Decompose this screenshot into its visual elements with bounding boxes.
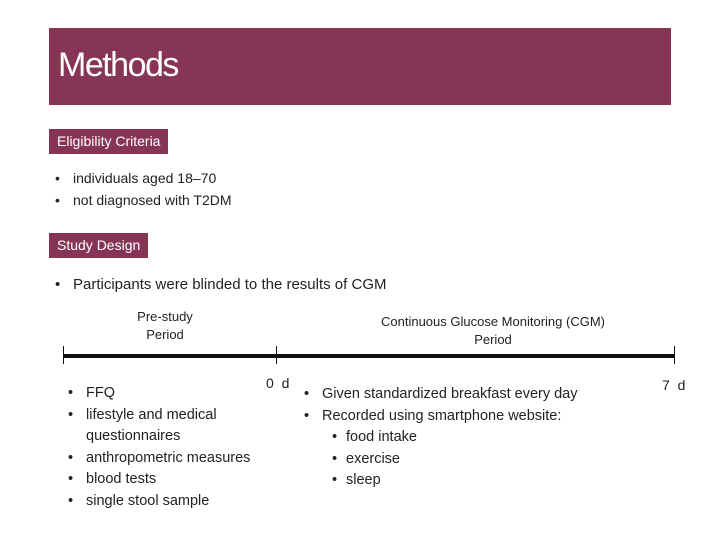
list-item: • single stool sample <box>62 491 297 513</box>
eligibility-list <box>49 168 232 211</box>
day-7-label: 7 d <box>662 377 688 393</box>
timeline-day7-tick <box>674 346 675 364</box>
list-item: • lifestyle and medical questionnaires <box>62 405 297 448</box>
design-list <box>49 274 386 296</box>
list-item: • Participants were blinded to the results of CGM <box>49 274 386 296</box>
list-item: • anthropometric measures <box>62 448 297 470</box>
timeline-line <box>63 354 675 358</box>
list-item: • Given standardized breakfast every day <box>298 384 638 406</box>
list-item: • blood tests <box>62 469 297 491</box>
eligibility-label: Eligibility Criteria <box>49 129 168 154</box>
timeline-day0-tick <box>276 346 277 364</box>
list-item: • exercise <box>322 449 638 471</box>
period-label-line: Continuous Glucose Monitoring (CGM) <box>381 314 605 329</box>
cgm-period-label <box>350 313 636 349</box>
title-bar <box>49 28 671 105</box>
pre-study-period-label <box>110 308 220 344</box>
page-title: Methods <box>58 46 178 84</box>
study-design-label: Study Design <box>49 233 148 258</box>
cgm-list <box>298 384 638 492</box>
pre-study-list <box>62 383 297 512</box>
list-item: • FFQ <box>62 383 297 405</box>
timeline-start-tick <box>63 346 64 364</box>
list-item: • individuals aged 18–70 <box>49 168 232 190</box>
list-item: • not diagnosed with T2DM <box>49 190 232 212</box>
period-label-line: Pre-study <box>137 309 193 324</box>
period-label-line: Period <box>474 332 512 347</box>
list-item: • sleep <box>322 470 638 492</box>
list-item <box>298 406 638 492</box>
list-item: • food intake <box>322 427 638 449</box>
period-label-line: Period <box>146 327 184 342</box>
list-item-text: Recorded using smartphone website: <box>322 407 562 424</box>
day-0-label: 0 d <box>266 375 292 391</box>
cgm-sublist <box>322 427 638 492</box>
